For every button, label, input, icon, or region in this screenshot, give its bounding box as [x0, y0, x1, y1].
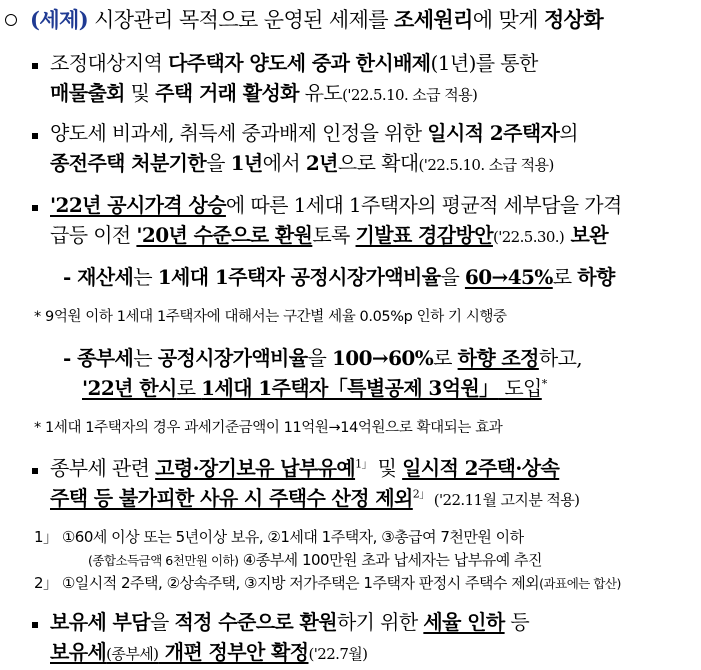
note-comprehensive-tax: * 1세대 1주택자의 경우 과세기준금액이 11억원→14억원으로 확대되는 효과 — [34, 420, 503, 436]
square-bullet-icon — [32, 133, 38, 139]
bullet-2-line-2: 종전주택 처분기한을 1년에서 2년으로 확대('22.5.10. 소급 적용) — [50, 151, 554, 175]
footnote-1-line-2: (종합소득금액 6천만원 이하) ④종부세 100만원 초과 납세자는 납부유예 추진 — [88, 551, 543, 569]
bullet-4-line-1: 종부세 관련 고령·장기보유 납부유예$^{1」}$ 및 일시적 2주택·상속 — [50, 456, 560, 480]
heading-tag: (세제) — [30, 7, 89, 32]
bullet-1-line-1: 조정대상지역 다주택자 양도세 중과 한시배제(1년)를 통한 — [50, 51, 538, 75]
square-bullet-icon — [32, 63, 38, 69]
bullet-5-line-1: 보유세 부담을 적정 수준으로 환원하기 위한 세율 인하 등 — [50, 610, 530, 634]
bullet-3-line-2: 급등 이전 '20년 수준으로 환원토록 기발표 경감방안('22.5.30.) 보완 — [50, 223, 608, 247]
bullet-5-line-2: 보유세(종부세) 개편 정부안 확정('22.7월) — [50, 640, 368, 664]
circle-bullet-icon — [5, 14, 17, 26]
bullet-4-line-2: 주택 등 불가피한 사유 시 주택수 산정 제외$^{2」}$ ('22.11월 고지분 적용) — [50, 486, 580, 510]
section-heading: (세제) 시장관리 목적으로 운영된 세제를 조세원리에 맞게 정상화 — [30, 7, 604, 32]
footnote-1-line-1: 1」 ①60세 이상 또는 5년이상 보유, ②1세대 1주택자, ③총급여 7천만원 이하 — [34, 528, 524, 546]
square-bullet-icon — [32, 468, 38, 474]
square-bullet-icon — [32, 205, 38, 211]
comprehensive-tax-line-1: - 종부세는 공정시장가액비율을 100→60%로 하향 조정하고, — [63, 346, 583, 370]
property-tax-line: - 재산세는 1세대 1주택자 공정시장가액비율을 60→45%로 하향 — [63, 265, 615, 289]
square-bullet-icon — [32, 622, 38, 628]
comprehensive-tax-line-2: '22년 한시로 1세대 1주택자「특별공제 3억원」 도입* — [82, 376, 547, 400]
bullet-2-line-1: 양도세 비과세, 취득세 중과배제 인정을 위한 일시적 2주택자의 — [50, 121, 578, 145]
bullet-1-line-2: 매물출회 및 주택 거래 활성화 유도('22.5.10. 소급 적용) — [50, 81, 478, 105]
note-property-tax: * 9억원 이하 1세대 1주택자에 대해서는 구간별 세율 0.05%p 인하 기 시행중 — [34, 309, 507, 325]
bullet-3-line-1: '22년 공시가격 상승에 따른 1세대 1주택자의 평균적 세부담을 가격 — [50, 193, 622, 217]
footnote-2: 2」 ①일시적 2주택, ②상속주택, ③지방 저가주택은 1주택자 판정시 주택수 제외(과표에는 합산) — [34, 574, 621, 592]
